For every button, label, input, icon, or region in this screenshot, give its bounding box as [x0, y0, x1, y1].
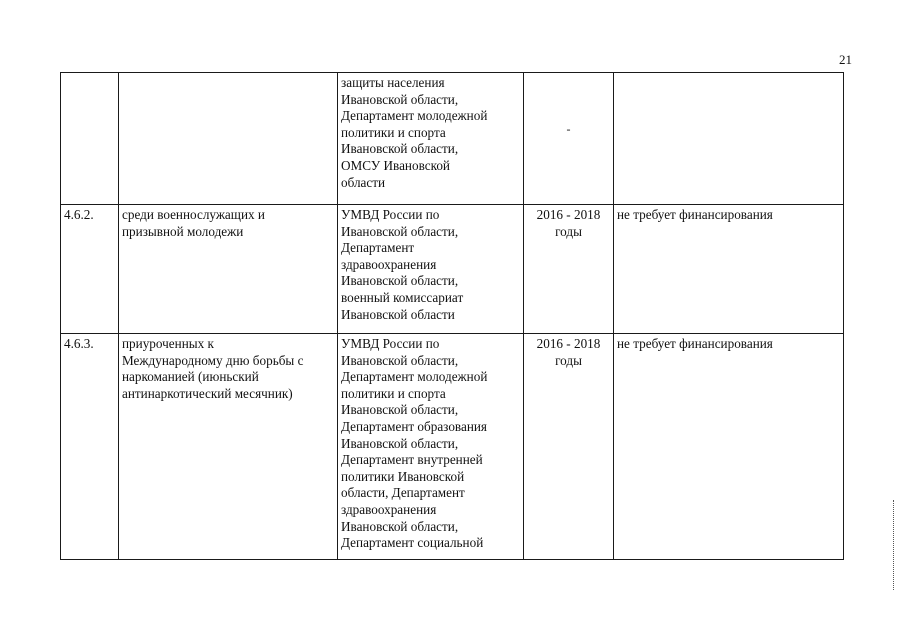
measure-line: призывной молодежи: [122, 223, 244, 239]
responsible-line: Ивановской области,: [341, 352, 459, 368]
responsible-line: политики и спорта: [341, 124, 446, 140]
responsible-line: Ивановской области,: [341, 402, 459, 418]
cell-period: [524, 73, 614, 205]
cell-responsible: [338, 73, 524, 205]
cell-measure-name: [119, 334, 338, 560]
period-line: 2016 - 2018: [536, 207, 601, 222]
measure-line: Международному дню борьбы с: [122, 352, 304, 368]
cell-financing: [614, 73, 844, 205]
responsible-line: Ивановской области: [341, 306, 455, 322]
responsible-line: политики Ивановской: [341, 468, 465, 484]
period-line: годы: [555, 352, 582, 368]
page-number: 21: [839, 52, 852, 67]
period-line: 2016 - 2018: [536, 336, 601, 351]
responsible-line: Департамент: [341, 240, 415, 256]
cell-number: 4.6.2.: [61, 205, 119, 334]
responsible-line: Ивановской области,: [341, 518, 459, 534]
cell-number: [61, 73, 119, 205]
responsible-line: Ивановской области,: [341, 223, 459, 239]
cell-number: 4.6.3.: [61, 334, 119, 560]
responsible-line: Ивановской области,: [341, 141, 459, 157]
measure-line: приуроченных к: [122, 336, 214, 351]
responsible-line: Ивановской области,: [341, 273, 459, 289]
responsible-line: ОМСУ Ивановской: [341, 157, 450, 173]
responsible-line: Департамент молодежной: [341, 369, 488, 385]
measure-line: наркоманией (июньский: [122, 369, 259, 385]
responsible-line: УМВД России по: [341, 207, 440, 222]
table-row: [61, 205, 844, 334]
measure-line: среди военнослужащих и: [122, 207, 265, 222]
responsible-line: защиты населения: [341, 75, 445, 90]
table-row: [61, 73, 844, 205]
cell-period: [524, 205, 614, 334]
scan-margin-mark: [893, 500, 896, 590]
responsible-line: Департамент молодежной: [341, 108, 488, 124]
responsible-line: области: [341, 174, 386, 190]
responsible-line: Ивановской области,: [341, 91, 459, 107]
responsible-line: здравоохранения: [341, 256, 437, 272]
cell-responsible: [338, 334, 524, 560]
cell-period: [524, 334, 614, 560]
responsible-line: области, Департамент: [341, 485, 465, 501]
responsible-line: политики и спорта: [341, 385, 446, 401]
measure-line: антинаркотический месячник): [122, 385, 293, 401]
responsible-line: Ивановской области,: [341, 435, 459, 451]
responsible-line: здравоохранения: [341, 501, 437, 517]
cell-measure-name: [119, 205, 338, 334]
period-mark: -: [566, 122, 571, 136]
responsible-line: УМВД России по: [341, 336, 440, 351]
period-line: годы: [555, 223, 582, 239]
responsible-line: военный комиссариат: [341, 289, 464, 305]
cell-financing: не требует финансирования: [614, 205, 844, 334]
cell-measure-name: [119, 73, 338, 205]
cell-responsible: [338, 205, 524, 334]
measures-table: [60, 72, 844, 560]
cell-financing: не требует финансирования: [614, 334, 844, 560]
responsible-line: Департамент образования: [341, 418, 487, 434]
responsible-line: Департамент внутренней: [341, 452, 483, 468]
responsible-line: Департамент социальной: [341, 535, 484, 551]
table-row: [61, 334, 844, 560]
